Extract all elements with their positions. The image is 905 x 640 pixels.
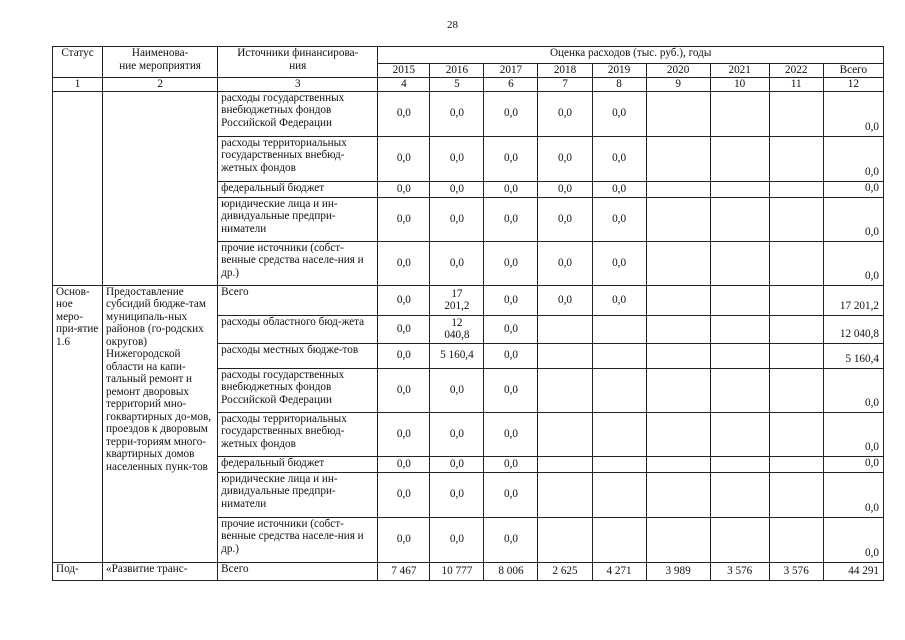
value-cell: 0,0	[430, 472, 484, 517]
value-cell	[710, 91, 769, 136]
value-cell: 5 160,4	[430, 343, 484, 368]
total-cell: 12 040,8	[823, 315, 883, 343]
total-cell: 0,0	[823, 241, 883, 285]
value-cell	[592, 517, 646, 562]
funding-source-cell: юридические лица и ин-дивидуальные предпри-ниматели	[218, 472, 378, 517]
funding-source-cell: расходы территориальных государственных внебюд-жетных фондов	[218, 136, 378, 181]
value-cell	[710, 412, 769, 456]
column-number: 4	[378, 78, 430, 92]
value-cell	[646, 517, 710, 562]
value-cell	[646, 343, 710, 368]
value-cell	[710, 472, 769, 517]
column-number: 3	[218, 78, 378, 92]
header-name: Наименова- ние мероприятия	[103, 47, 218, 78]
total-cell: 0,0	[823, 517, 883, 562]
header-year: Всего	[823, 64, 883, 78]
value-cell: 8 006	[484, 562, 538, 580]
value-cell	[538, 472, 592, 517]
measure-name-cell: Предоставление субсидий бюдже-там муниципаль-ных районов (го-родских округов) Нижегородской области на капи-тальный ремонт и ремонт дворовых территорий мно-гоквартирных до-мов, проездов к дворовым терри-ториям много-квартирных домов населенных пунк-тов	[103, 285, 218, 562]
value-cell	[710, 197, 769, 241]
value-cell: 0,0	[592, 285, 646, 315]
value-cell: 0,0	[378, 181, 430, 197]
value-cell	[646, 368, 710, 412]
header-status: Статус	[53, 47, 103, 78]
value-cell	[769, 197, 823, 241]
value-cell: 0,0	[538, 136, 592, 181]
value-cell	[646, 472, 710, 517]
value-cell: 0,0	[538, 91, 592, 136]
value-cell: 0,0	[484, 368, 538, 412]
value-cell	[538, 315, 592, 343]
value-cell	[592, 343, 646, 368]
value-cell	[769, 456, 823, 472]
value-cell	[538, 412, 592, 456]
header-row	[53, 47, 884, 64]
total-cell: 0,0	[823, 412, 883, 456]
value-cell	[538, 517, 592, 562]
value-cell: 3 989	[646, 562, 710, 580]
value-cell: 0,0	[430, 181, 484, 197]
value-cell	[646, 456, 710, 472]
value-cell: 0,0	[484, 472, 538, 517]
value-cell	[646, 91, 710, 136]
value-cell	[710, 343, 769, 368]
funding-source-cell: расходы государственных внебюджетных фондов Российской Федерации	[218, 368, 378, 412]
total-cell: 5 160,4	[823, 343, 883, 368]
column-number: 9	[646, 78, 710, 92]
value-cell: 0,0	[484, 241, 538, 285]
value-cell	[769, 91, 823, 136]
value-cell	[592, 315, 646, 343]
value-cell: 0,0	[378, 136, 430, 181]
value-cell: 2 625	[538, 562, 592, 580]
value-cell	[710, 368, 769, 412]
table-row	[53, 91, 884, 136]
value-cell: 0,0	[538, 181, 592, 197]
column-number: 11	[769, 78, 823, 92]
value-cell	[646, 315, 710, 343]
value-cell: 3 576	[769, 562, 823, 580]
funding-source-cell: Всего	[218, 562, 378, 580]
value-cell: 0,0	[378, 472, 430, 517]
value-cell: 4 271	[592, 562, 646, 580]
total-cell: 0,0	[823, 91, 883, 136]
header-year: 2021	[710, 64, 769, 78]
value-cell	[592, 456, 646, 472]
total-cell: 0,0	[823, 368, 883, 412]
value-cell	[710, 517, 769, 562]
funding-source-cell: расходы территориальных государственных внебюд-жетных фондов	[218, 412, 378, 456]
value-cell: 0,0	[378, 368, 430, 412]
total-cell: 0,0	[823, 136, 883, 181]
column-number: 5	[430, 78, 484, 92]
value-cell	[769, 517, 823, 562]
header-year: 2022	[769, 64, 823, 78]
funding-source-cell: прочие источники (собст-венные средства населе-ния и др.)	[218, 517, 378, 562]
value-cell: 0,0	[378, 91, 430, 136]
funding-source-cell: федеральный бюджет	[218, 456, 378, 472]
value-cell	[538, 368, 592, 412]
value-cell	[769, 241, 823, 285]
value-cell	[646, 285, 710, 315]
column-numbers-row	[53, 78, 884, 92]
funding-source-cell: расходы местных бюдже-тов	[218, 343, 378, 368]
value-cell: 0,0	[484, 197, 538, 241]
value-cell: 0,0	[484, 343, 538, 368]
value-cell: 0,0	[484, 181, 538, 197]
column-number: 10	[710, 78, 769, 92]
value-cell: 0,0	[430, 241, 484, 285]
page-number: 28	[447, 19, 458, 31]
column-number: 2	[103, 78, 218, 92]
value-cell: 0,0	[484, 136, 538, 181]
value-cell	[769, 472, 823, 517]
value-cell: 0,0	[430, 368, 484, 412]
column-number: 6	[484, 78, 538, 92]
header-year: 2017	[484, 64, 538, 78]
total-cell: 0,0	[823, 472, 883, 517]
header-year: 2015	[378, 64, 430, 78]
value-cell: 0,0	[484, 412, 538, 456]
table-row	[53, 562, 884, 580]
funding-source-cell: Всего	[218, 285, 378, 315]
header-source: Источники финансирова- ния	[218, 47, 378, 78]
table-body	[53, 47, 884, 581]
value-cell	[592, 412, 646, 456]
funding-source-cell: федеральный бюджет	[218, 181, 378, 197]
value-cell	[646, 136, 710, 181]
value-cell: 0,0	[592, 181, 646, 197]
value-cell	[646, 197, 710, 241]
value-cell	[592, 368, 646, 412]
value-cell	[769, 285, 823, 315]
value-cell: 0,0	[538, 241, 592, 285]
value-cell	[769, 343, 823, 368]
value-cell	[769, 181, 823, 197]
value-cell	[646, 241, 710, 285]
value-cell	[769, 315, 823, 343]
value-cell: 0,0	[378, 315, 430, 343]
value-cell	[710, 241, 769, 285]
column-number: 1	[53, 78, 103, 92]
header-year: 2018	[538, 64, 592, 78]
measure-name-cell: «Развитие транс-	[103, 562, 218, 580]
column-number: 7	[538, 78, 592, 92]
value-cell: 0,0	[592, 197, 646, 241]
value-cell: 0,0	[430, 517, 484, 562]
column-number: 8	[592, 78, 646, 92]
header-estimate: Оценка расходов (тыс. руб.), годы	[378, 47, 884, 64]
value-cell: 0,0	[430, 91, 484, 136]
total-cell: 0,0	[823, 456, 883, 472]
value-cell: 0,0	[484, 315, 538, 343]
funding-source-cell: расходы государственных внебюджетных фондов Российской Федерации	[218, 91, 378, 136]
funding-source-cell: юридические лица и ин-дивидуальные предпри-ниматели	[218, 197, 378, 241]
value-cell: 0,0	[484, 517, 538, 562]
funding-source-cell: расходы областного бюд-жета	[218, 315, 378, 343]
value-cell: 12 040,8	[430, 315, 484, 343]
header-year: 2016	[430, 64, 484, 78]
value-cell: 0,0	[378, 343, 430, 368]
value-cell: 0,0	[484, 456, 538, 472]
value-cell	[710, 315, 769, 343]
value-cell: 0,0	[378, 241, 430, 285]
value-cell: 0,0	[538, 285, 592, 315]
value-cell: 10 777	[430, 562, 484, 580]
value-cell	[592, 472, 646, 517]
header-year: 2020	[646, 64, 710, 78]
value-cell	[646, 181, 710, 197]
status-cell: Основ-ное меро-при-ятие 1.6	[53, 285, 103, 562]
value-cell: 0,0	[378, 285, 430, 315]
measure-name-cell	[103, 91, 218, 285]
value-cell: 0,0	[430, 412, 484, 456]
value-cell: 0,0	[430, 136, 484, 181]
value-cell: 0,0	[378, 517, 430, 562]
total-cell: 0,0	[823, 181, 883, 197]
value-cell: 0,0	[592, 136, 646, 181]
value-cell	[646, 412, 710, 456]
value-cell: 0,0	[378, 412, 430, 456]
value-cell: 0,0	[538, 197, 592, 241]
value-cell: 7 467	[378, 562, 430, 580]
value-cell: 0,0	[430, 197, 484, 241]
value-cell	[710, 136, 769, 181]
value-cell: 0,0	[378, 197, 430, 241]
value-cell	[538, 456, 592, 472]
status-cell	[53, 91, 103, 285]
value-cell: 0,0	[592, 241, 646, 285]
value-cell	[769, 412, 823, 456]
expense-table	[52, 46, 884, 581]
value-cell	[769, 368, 823, 412]
table-row	[53, 285, 884, 315]
funding-source-cell: прочие источники (собст-венные средства населе-ния и др.)	[218, 241, 378, 285]
value-cell	[538, 343, 592, 368]
value-cell: 0,0	[592, 91, 646, 136]
value-cell: 0,0	[484, 285, 538, 315]
value-cell	[710, 456, 769, 472]
value-cell: 0,0	[430, 456, 484, 472]
value-cell: 17 201,2	[430, 285, 484, 315]
total-cell: 0,0	[823, 197, 883, 241]
header-year: 2019	[592, 64, 646, 78]
value-cell	[769, 136, 823, 181]
column-number: 12	[823, 78, 883, 92]
status-cell: Под-	[53, 562, 103, 580]
value-cell: 0,0	[484, 91, 538, 136]
total-cell: 44 291	[823, 562, 883, 580]
value-cell: 3 576	[710, 562, 769, 580]
value-cell: 0,0	[378, 456, 430, 472]
value-cell	[710, 181, 769, 197]
value-cell	[710, 285, 769, 315]
total-cell: 17 201,2	[823, 285, 883, 315]
